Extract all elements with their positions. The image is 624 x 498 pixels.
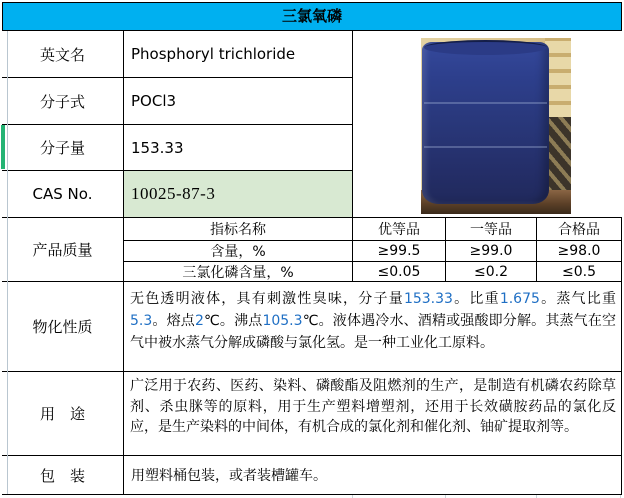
row-label-packaging: 包 装 [2,455,124,495]
row-highlight-green-bar [1,125,5,169]
quality-row-pcl3-name: 三氯化磷含量，% [123,261,353,282]
quality-row-content-first: ≥99.0 [445,240,537,262]
quality-header-qualified: 合格品 [536,217,622,241]
quality-header-premium: 优等品 [352,217,446,241]
value-molecular-weight: 153.33 [123,124,353,171]
page-title: 三氯氧磷 [2,2,622,31]
quality-row-pcl3-premium: ≤0.05 [352,261,446,282]
product-photo-cell [352,30,622,218]
quality-row-content-qualified: ≥98.0 [536,240,622,262]
row-label-usage: 用 途 [2,371,124,456]
row-label-product-quality: 产品质量 [2,217,124,282]
quality-header-indicator: 指标名称 [123,217,353,241]
row-label-cas-no: CAS No. [2,170,124,218]
row-label-english-name: 英文名 [2,30,124,78]
drum-ridge-upper [424,102,547,104]
quality-row-pcl3-first: ≤0.2 [445,261,537,282]
quality-row-content-name: 含量，% [123,240,353,262]
packaging-text: 用塑料桶包装，或者装槽罐车。 [123,455,622,495]
drum-rim [424,40,547,55]
left-gridline [7,31,8,494]
quality-row-content-premium: ≥99.5 [352,240,446,262]
product-photo [421,38,571,214]
row-label-physical-properties: 物化性质 [2,281,124,372]
value-english-name: Phosphoryl trichloride [123,30,353,78]
blue-drum-image [422,42,549,204]
physical-properties-text: 无色透明液体，具有刺激性臭味，分子量153.33。比重1.675。蒸气比重5.3。熔点2℃。沸点105.3℃。液体遇冷水、酒精或强酸即分解。其蒸气在空气中被水蒸气分解成磷酸与氯化氢。是一种工业化工原料。 [123,281,622,372]
row-label-molecular-weight: 分子量 [2,124,124,171]
quality-row-pcl3-qualified: ≤0.5 [536,261,622,282]
value-molecular-formula: POCl3 [123,77,353,125]
quality-header-first-grade: 一等品 [445,217,537,241]
drum-ridge-lower [424,146,547,148]
value-cas-no: 10025-87-3 [123,170,353,218]
usage-text: 广泛用于农药、医药、染料、磷酸酯及阻燃剂的生产，是制造有机磷农药除草剂、杀虫脒等的原料，用于生产塑料增塑剂，还用于长效磺胺药品的氯化反应，是生产染料的中间体，有机合成的氯化剂和催化剂、铀矿提取剂等。 [123,371,622,456]
row-label-molecular-formula: 分子式 [2,77,124,125]
